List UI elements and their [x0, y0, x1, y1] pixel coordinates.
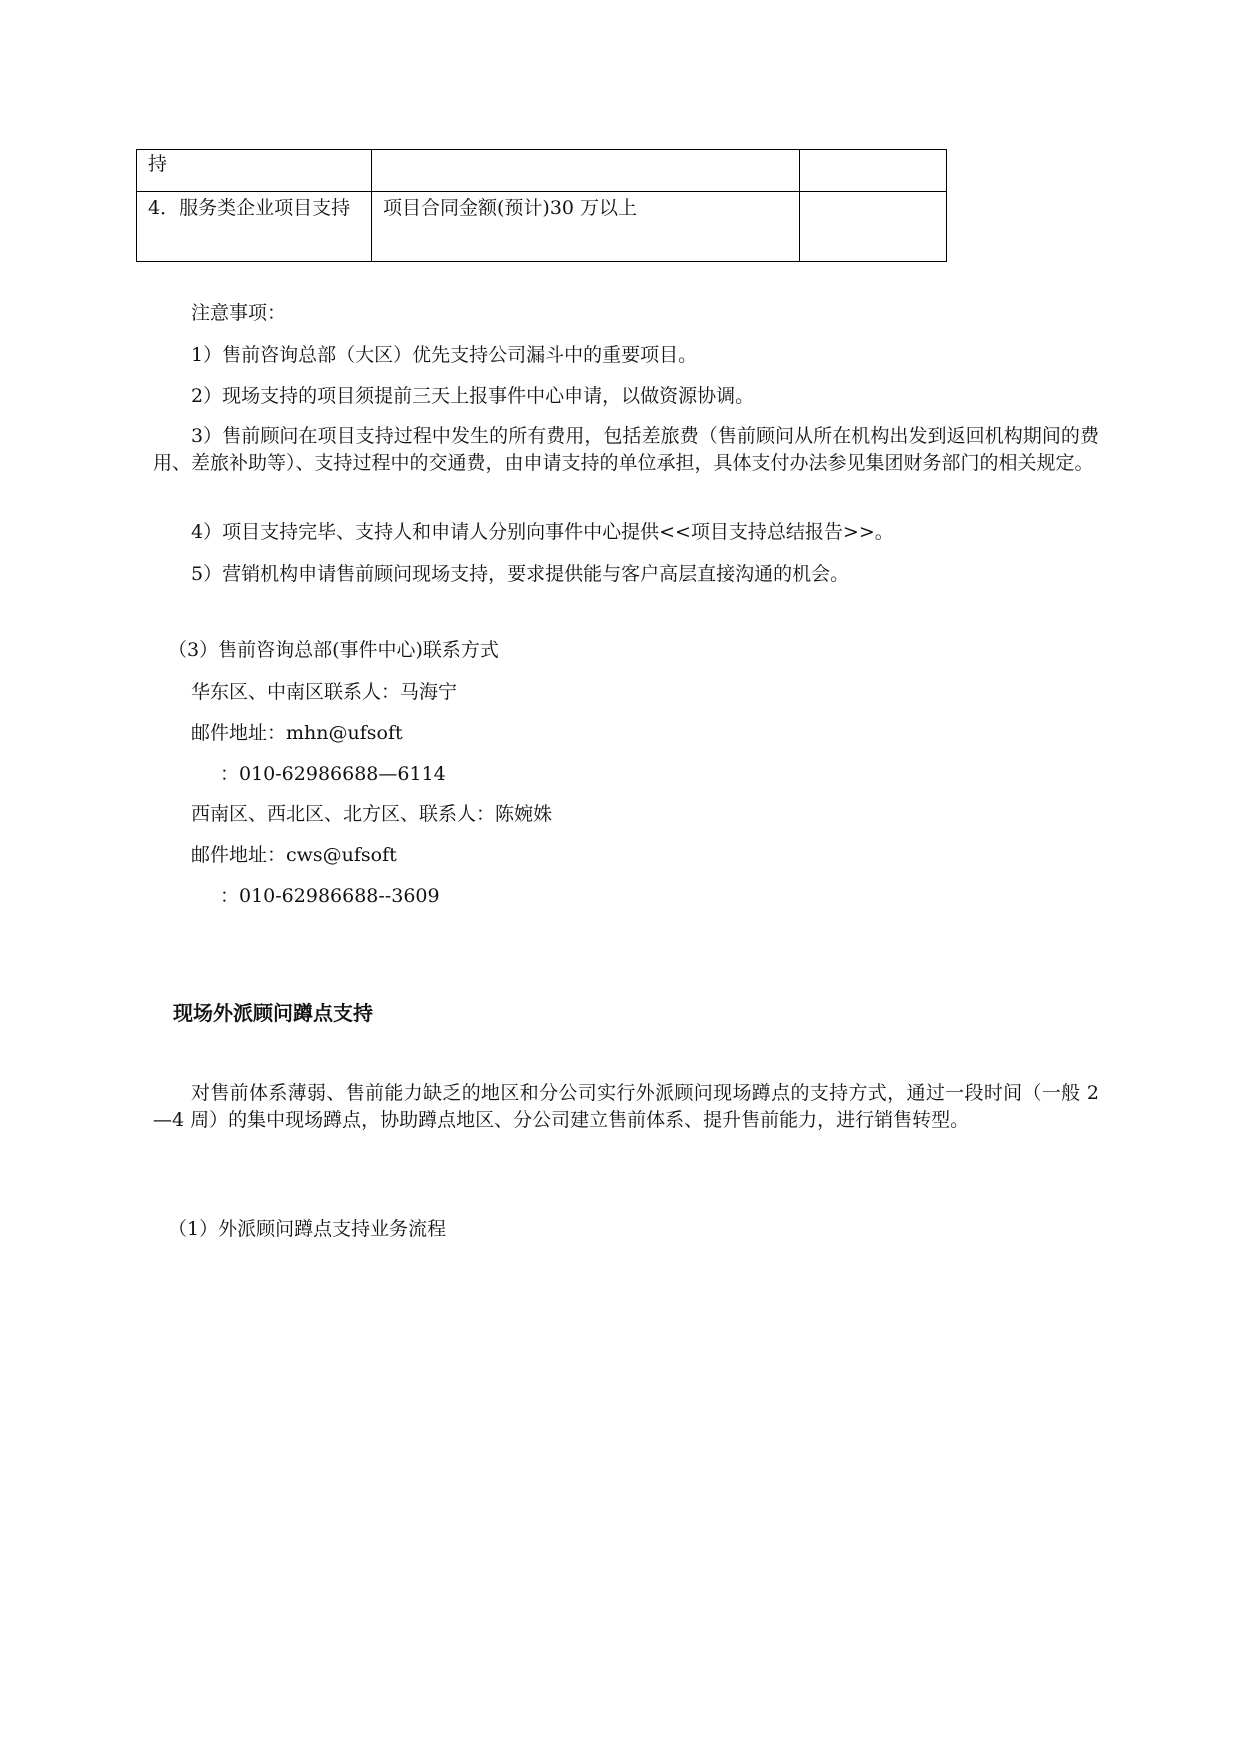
- note-item: 4）项目支持完毕、支持人和申请人分别向事件中心提供<<项目支持总结报告>>。: [191, 521, 894, 543]
- contact-region: 西南区、西北区、北方区、联系人：陈婉姝: [191, 803, 553, 825]
- support-table: [136, 149, 947, 262]
- section-body: 对售前体系薄弱、售前能力缺乏的地区和分公司实行外派顾问现场蹲点的支持方式，通过一段时间（一般 2—4 周）的集中现场蹲点，协助蹲点地区、分公司建立售前体系、提升售前能力，进行销售转型。: [153, 1082, 1099, 1131]
- table-row: [137, 150, 947, 192]
- section-title: 现场外派顾问蹲点支持: [173, 1001, 373, 1025]
- note-item: 5）营销机构申请售前顾问现场支持，要求提供能与客户高层直接沟通的机会。: [191, 563, 850, 585]
- contact-email: 邮件地址：mhn@ufsoft: [191, 722, 403, 744]
- contact-heading: （3）售前咨询总部(事件中心)联系方式: [168, 639, 499, 661]
- sub-heading: （1）外派顾问蹲点支持业务流程: [168, 1218, 447, 1240]
- table-cell: 持: [137, 150, 372, 192]
- contact-phone: ：010-62986688—6114: [220, 763, 446, 785]
- contact-region: 华东区、中南区联系人：马海宁: [191, 681, 458, 703]
- table-cell: [800, 192, 947, 262]
- table-cell: 4．服务类企业项目支持: [137, 192, 372, 262]
- note-item: 3）售前顾问在项目支持过程中发生的所有费用，包括差旅费（售前顾问从所在机构出发到返回机构期间的费用、差旅补助等）、支持过程中的交通费，由申请支持的单位承担，具体支付办法参见集团财务部门的相关规定。: [153, 425, 1099, 474]
- table-cell: [372, 150, 800, 192]
- note-item: 2）现场支持的项目须提前三天上报事件中心申请，以做资源协调。: [191, 385, 755, 407]
- contact-phone: ：010-62986688--3609: [220, 885, 440, 907]
- note-item: 1）售前咨询总部（大区）优先支持公司漏斗中的重要项目。: [191, 344, 698, 366]
- notes-title: 注意事项：: [191, 302, 287, 324]
- table-cell: [800, 150, 947, 192]
- table-row: [137, 192, 947, 262]
- table-cell: 项目合同金额(预计)30 万以上: [372, 192, 800, 262]
- contact-email: 邮件地址：cws@ufsoft: [191, 844, 397, 866]
